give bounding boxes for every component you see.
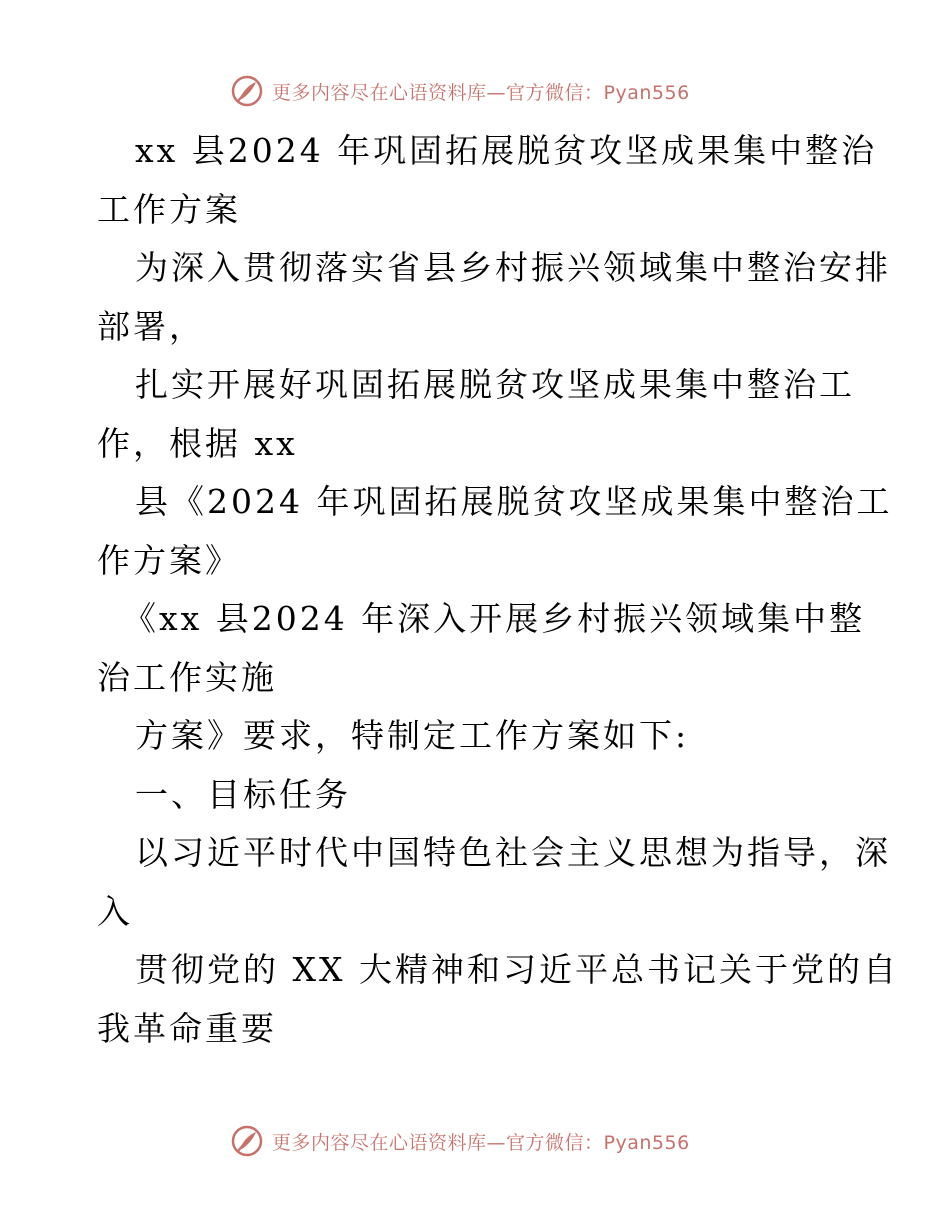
- body-line: 我革命重要: [97, 1008, 277, 1048]
- body-line: 以习近平时代中国特色社会主义思想为指导，深: [135, 833, 891, 872]
- body-line: 为深入贯彻落实省县乡村振兴领域集中整治安排: [135, 248, 891, 287]
- body-line: 贯彻党的 XX 大精神和习近平总书记关于党的自: [135, 950, 899, 989]
- body-line: 入: [97, 891, 133, 931]
- watermark-footer: [230, 1124, 690, 1158]
- body-line: 方案》要求，特制定工作方案如下:: [135, 716, 690, 755]
- body-line: 《xx 县2024 年深入开展乡村振兴领域集中整: [123, 599, 866, 638]
- body-line: 县《2024 年巩固拓展脱贫攻坚成果集中整治工: [135, 482, 893, 521]
- title-line-2: 工作方案: [97, 189, 241, 229]
- title-line-1: xx 县2024 年巩固拓展脱贫攻坚成果集中整治: [135, 131, 878, 170]
- sprout-circle-logo-icon: [230, 1124, 264, 1158]
- document-body: [97, 122, 899, 1058]
- body-line: 部署，: [97, 306, 205, 346]
- watermark-text: 更多内容尽在心语资料库—官方微信：Pyan556: [272, 1131, 690, 1154]
- watermark-header: [230, 74, 690, 108]
- body-line: 作方案》: [97, 540, 241, 580]
- body-line: 扎实开展好巩固拓展脱贫攻坚成果集中整治工: [135, 365, 855, 404]
- body-line: 作，根据 xx: [97, 423, 298, 463]
- body-line: 治工作实施: [97, 657, 277, 697]
- section-heading: 一、目标任务: [135, 774, 351, 814]
- sprout-circle-logo-icon: [230, 74, 264, 108]
- watermark-text: 更多内容尽在心语资料库—官方微信：Pyan556: [272, 81, 690, 104]
